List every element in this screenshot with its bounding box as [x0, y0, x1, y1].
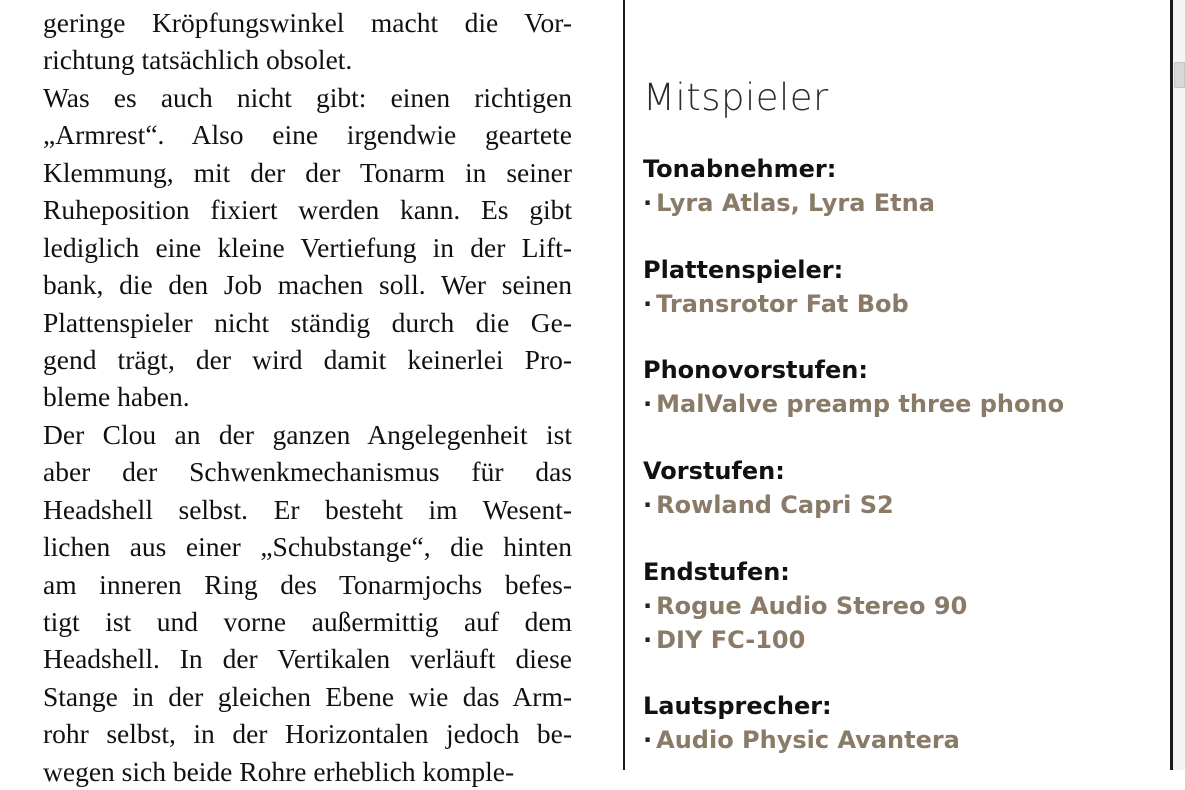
article-line: gend trägt, der wird damit keinerlei Pro- [43, 343, 572, 375]
section-heading: Tonabnehmer: [643, 155, 837, 183]
article-line: geringe Kröpfungswinkel macht die Vor- [43, 7, 572, 38]
article-line: bleme haben. [43, 381, 190, 413]
bullet-icon: · [643, 189, 653, 217]
bullet-icon: · [643, 626, 653, 654]
section-item [643, 723, 960, 757]
section-item [643, 589, 967, 623]
sidebar-section [643, 153, 935, 220]
article-line: Ruheposition fixiert werden kann. Es gibt [43, 194, 572, 226]
sidebar-section [643, 690, 960, 757]
sidebar-section [643, 354, 1064, 421]
section-heading: Endstufen: [643, 558, 790, 586]
article-line: Headshell. In der Vertikalen verläuft diese [43, 643, 572, 675]
section-item [643, 287, 909, 321]
section-heading: Vorstufen: [643, 457, 785, 485]
sidebar-section [643, 455, 894, 522]
article-line: bank, die den Job machen soll. Wer seinen [43, 269, 572, 301]
article-line: Was es auch nicht gibt: einen richtigen [43, 81, 572, 113]
column-divider [623, 0, 625, 770]
bullet-icon: · [643, 491, 653, 519]
section-item [643, 488, 894, 522]
item-label: Lyra Atlas, Lyra Etna [656, 189, 935, 217]
article-line: aber der Schwenkmechanismus für das [43, 456, 572, 488]
article-line: tigt ist und vorne außermittig auf dem [43, 606, 572, 637]
bullet-icon: · [643, 726, 653, 754]
article-line: wegen sich beide Rohre erheblich komple- [43, 755, 515, 787]
vertical-scrollbar[interactable] [1170, 0, 1185, 770]
section-item [643, 387, 1064, 421]
article-line: Klemmung, mit der der Tonarm in seiner [43, 156, 572, 188]
article-line: lichen aus einer „Schubstange“, die hinten [43, 531, 572, 563]
section-heading: Plattenspieler: [643, 256, 844, 284]
scrollbar-thumb[interactable] [1174, 62, 1185, 88]
article-line: „Armrest“. Also eine irgendwie geartete [43, 119, 572, 151]
article-line: am inneren Ring des Tonarmjochs befes- [43, 568, 572, 600]
sidebar-section [643, 254, 909, 321]
item-label: Rowland Capri S2 [656, 491, 894, 519]
item-label: Transrotor Fat Bob [656, 290, 909, 318]
article-line: lediglich eine kleine Vertiefung in der Lift- [43, 231, 572, 263]
article-line: richtung tatsächlich obsolet. [43, 44, 353, 76]
section-item [643, 186, 935, 220]
item-label: DIY FC-100 [656, 626, 806, 654]
bullet-icon: · [643, 290, 653, 318]
article-line: Headshell selbst. Er besteht im Wesent- [43, 493, 572, 525]
bullet-icon: · [643, 390, 653, 418]
item-label: MalValve preamp three phono [656, 390, 1065, 418]
article-text-column [43, 4, 572, 790]
item-label: Audio Physic Avantera [656, 726, 960, 754]
article-line: Stange in der gleichen Ebene wie das Arm- [43, 680, 572, 712]
article-line: Plattenspieler nicht ständig durch die Ge- [43, 306, 572, 338]
bullet-icon: · [643, 592, 653, 620]
section-heading: Phonovorstufen: [643, 356, 868, 384]
article-line: rohr selbst, in der Horizontalen jedoch be- [43, 718, 572, 750]
article-line: Der Clou an der ganzen Angelegenheit ist [43, 418, 572, 450]
item-label: Rogue Audio Stereo 90 [656, 592, 968, 620]
sidebar-section [643, 556, 967, 657]
sidebar-title: Mitspieler [643, 76, 829, 119]
section-item [643, 623, 967, 657]
section-heading: Lautsprecher: [643, 692, 832, 720]
mitspieler-sidebar [643, 0, 1163, 770]
